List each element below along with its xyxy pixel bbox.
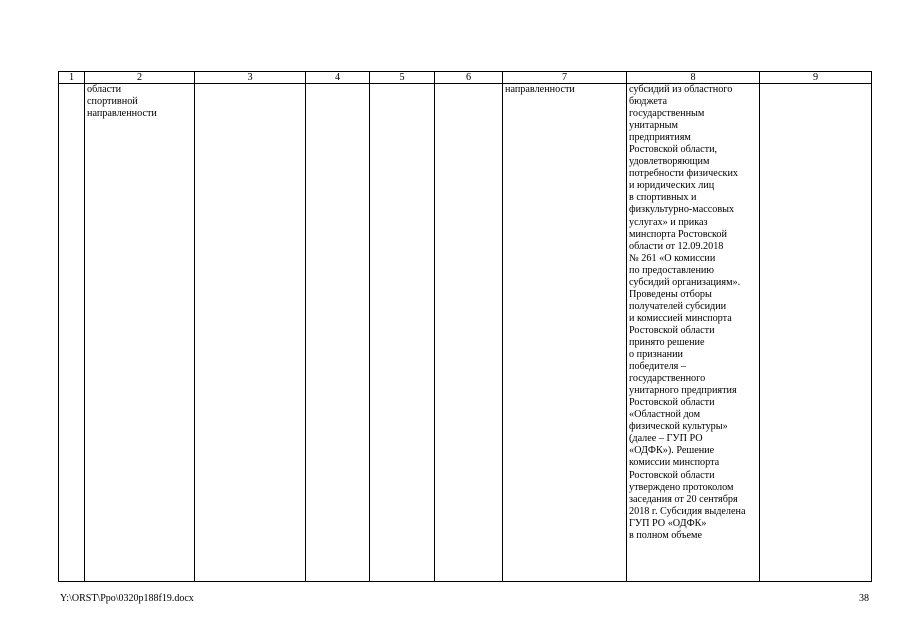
text-line: области от 12.09.2018 bbox=[629, 240, 724, 252]
text-line: получателей субсидии bbox=[629, 300, 727, 312]
header-row bbox=[59, 72, 872, 84]
page-number: 38 bbox=[859, 593, 869, 604]
col-header-9: 9 bbox=[760, 72, 872, 84]
text-line: Ростовской области bbox=[629, 469, 715, 481]
text-line: Ростовской области bbox=[629, 324, 715, 336]
cell-col-8 bbox=[627, 84, 760, 582]
text-line: услугах» и приказ bbox=[629, 216, 708, 228]
text-line: и комиссией минспорта bbox=[629, 312, 732, 324]
text-line: «ОДФК»). Решение bbox=[629, 445, 715, 457]
text-line: унитарного предприятия bbox=[629, 385, 737, 397]
text-line: потребности физических bbox=[629, 168, 739, 180]
text-line: удовлетворяющим bbox=[629, 156, 710, 168]
col-header-1: 1 bbox=[59, 72, 85, 84]
col-header-8: 8 bbox=[627, 72, 760, 84]
text-line: государственным bbox=[629, 108, 705, 120]
text-line: государственного bbox=[629, 373, 706, 385]
cell-col-5 bbox=[370, 84, 435, 582]
text-line: и юридических лиц bbox=[629, 180, 715, 192]
text-line: Проведены отборы bbox=[629, 288, 712, 300]
text-line: субсидий организациям». bbox=[629, 276, 741, 288]
document-table bbox=[58, 71, 872, 582]
col-header-5: 5 bbox=[370, 72, 435, 84]
text-line: ГУП РО «ОДФК» bbox=[629, 517, 707, 529]
text-line: спортивной bbox=[87, 96, 138, 108]
text-line: бюджета bbox=[629, 96, 667, 108]
col-header-7: 7 bbox=[503, 72, 627, 84]
text-line: «Областной дом bbox=[629, 409, 701, 421]
col-header-3: 3 bbox=[195, 72, 306, 84]
text-line: по предоставлению bbox=[629, 264, 714, 276]
text-line: в полном объеме bbox=[629, 529, 702, 541]
text-line: направленности bbox=[505, 84, 575, 95]
cell-col-4 bbox=[306, 84, 370, 582]
text-line: унитарным bbox=[629, 120, 678, 132]
text-line: о признании bbox=[629, 349, 683, 361]
text-line: области bbox=[87, 84, 122, 95]
cell-col-3 bbox=[195, 84, 306, 582]
table-row bbox=[59, 84, 872, 582]
text-line: минспорта Ростовской bbox=[629, 228, 727, 240]
text-line: комиссии минспорта bbox=[629, 457, 720, 469]
col-header-6: 6 bbox=[435, 72, 503, 84]
text-line: предприятиям bbox=[629, 132, 691, 144]
cell-col-6 bbox=[435, 84, 503, 582]
col-header-2: 2 bbox=[85, 72, 195, 84]
text-line: физкультурно-массовых bbox=[629, 204, 735, 216]
cell-col-2 bbox=[85, 84, 195, 582]
text-line: № 261 «О комиссии bbox=[629, 252, 716, 264]
text-line: заседания от 20 сентября bbox=[629, 493, 738, 505]
text-line: Ростовской области bbox=[629, 397, 715, 409]
text-line: 2018 г. Субсидия выделена bbox=[629, 505, 746, 517]
text-line: Ростовской области, bbox=[629, 144, 718, 156]
text-line: победителя – bbox=[629, 361, 687, 373]
text-line: принято решение bbox=[629, 336, 705, 348]
cell-col-7 bbox=[503, 84, 627, 582]
text-line: утверждено протоколом bbox=[629, 481, 734, 493]
text-line: субсидий из областного bbox=[629, 84, 733, 95]
cell-col-9 bbox=[760, 84, 872, 582]
text-line: физической культуры» bbox=[629, 421, 728, 433]
text-line: направленности bbox=[87, 108, 157, 120]
footer-file-path: Y:\ORST\Ppo\0320p188f19.docx bbox=[60, 593, 194, 604]
text-line: (далее – ГУП РО bbox=[629, 433, 703, 445]
col-header-4: 4 bbox=[306, 72, 370, 84]
cell-col-1 bbox=[59, 84, 85, 582]
text-line: в спортивных и bbox=[629, 192, 697, 204]
